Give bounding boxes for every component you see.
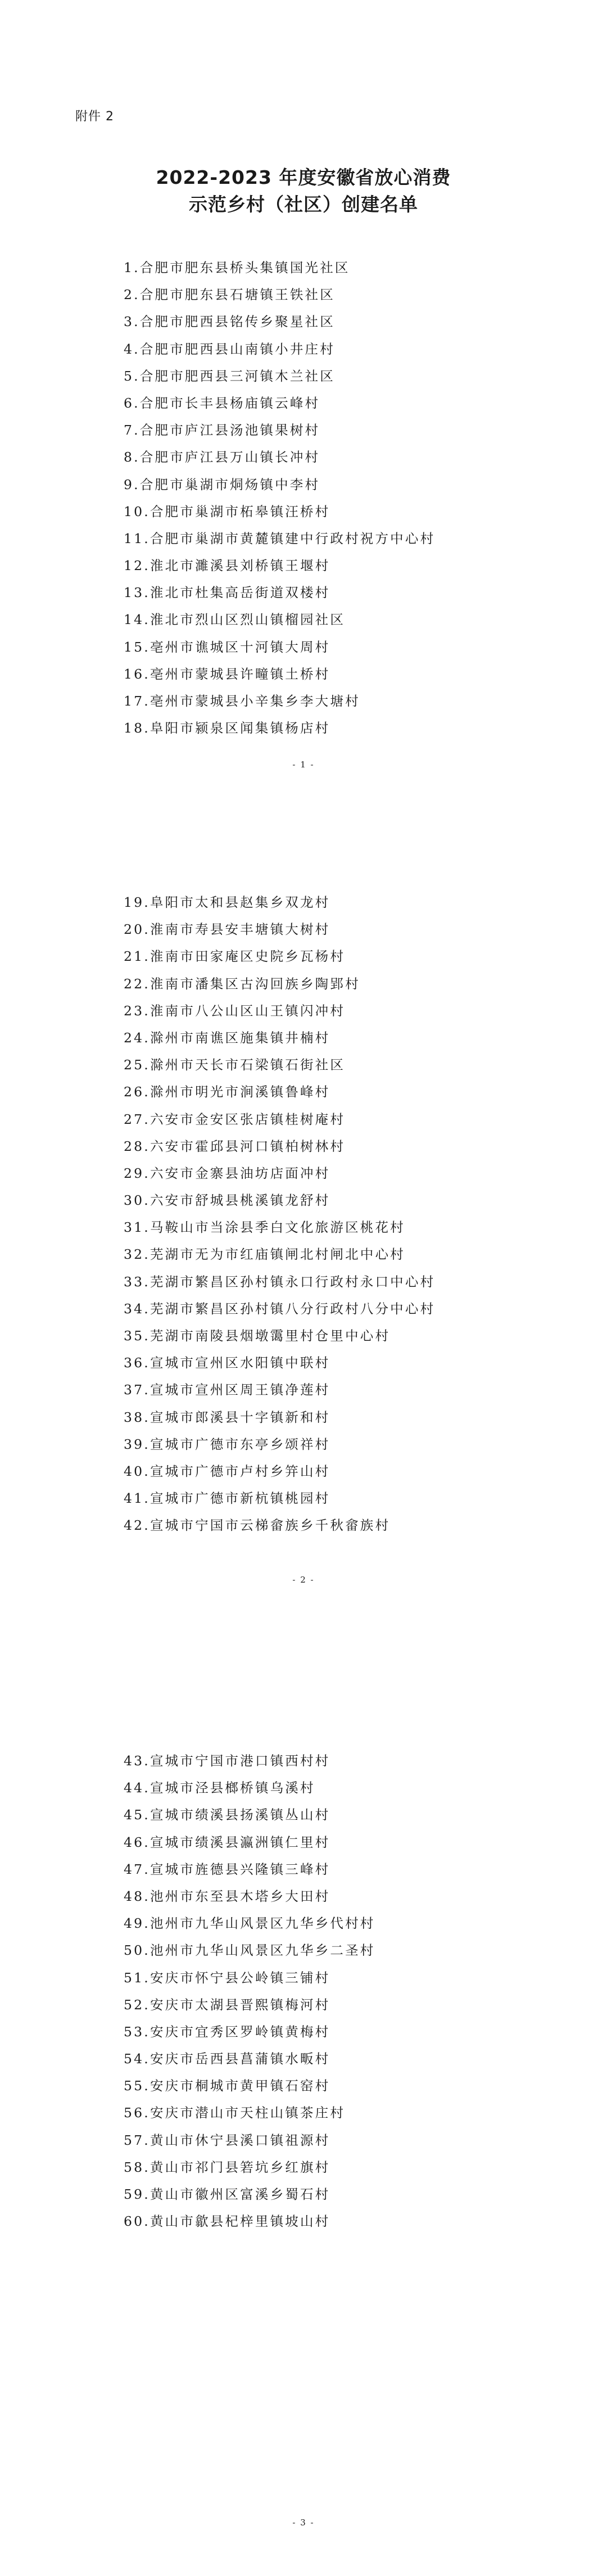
list-item: 19.阜阳市太和县赵集乡双龙村 bbox=[124, 894, 330, 910]
list-item: 4.合肥市肥西县山南镇小井庄村 bbox=[124, 341, 335, 357]
list-item: 36.宣城市宣州区水阳镇中联村 bbox=[124, 1355, 330, 1371]
list-item: 35.芜湖市南陵县烟墩霭里村仓里中心村 bbox=[124, 1328, 391, 1344]
list-item: 20.淮南市寿县安丰塘镇大树村 bbox=[124, 921, 330, 938]
list-item: 57.黄山市休宁县溪口镇祖源村 bbox=[124, 2132, 330, 2148]
list-item: 26.滁州市明光市涧溪镇鲁峰村 bbox=[124, 1084, 330, 1100]
list-item: 14.淮北市烈山区烈山镇榴园社区 bbox=[124, 612, 346, 628]
list-item: 15.亳州市谯城区十河镇大周村 bbox=[124, 639, 330, 655]
list-item: 44.宣城市泾县榔桥镇乌溪村 bbox=[124, 1780, 315, 1796]
list-item: 21.淮南市田家庵区史院乡瓦杨村 bbox=[124, 948, 346, 965]
list-item: 1.合肥市肥东县桥头集镇国光社区 bbox=[124, 260, 350, 275]
list-item: 11.合肥市巢湖市黄麓镇建中行政村祝方中心村 bbox=[124, 530, 436, 546]
list-item: 48.池州市东至县木塔乡大田村 bbox=[124, 1888, 330, 1904]
list-item: 42.宣城市宁国市云梯畲族乡千秋畲族村 bbox=[124, 1517, 391, 1534]
list-item: 38.宣城市郎溪县十字镇新和村 bbox=[124, 1409, 330, 1425]
village-list-page-2 bbox=[124, 889, 435, 1539]
list-item: 59.黄山市徽州区富溪乡蜀石村 bbox=[124, 2186, 330, 2202]
list-item: 23.淮南市八公山区山王镇闪冲村 bbox=[124, 1002, 346, 1019]
list-item: 46.宣城市绩溪县瀛洲镇仁里村 bbox=[124, 1834, 330, 1850]
list-item: 17.亳州市蒙城县小辛集乡李大塘村 bbox=[124, 693, 360, 709]
list-item: 51.安庆市怀宁县公岭镇三铺村 bbox=[124, 1969, 330, 1986]
list-item: 16.亳州市蒙城县许疃镇土桥村 bbox=[124, 666, 330, 682]
list-item: 5.合肥市肥西县三河镇木兰社区 bbox=[124, 368, 335, 384]
list-item: 50.池州市九华山风景区九华乡二圣村 bbox=[124, 1942, 375, 1959]
list-item: 33.芜湖市繁昌区孙村镇永口行政村永口中心村 bbox=[124, 1273, 436, 1290]
list-item: 39.宣城市广德市东亭乡颂祥村 bbox=[124, 1436, 330, 1452]
list-item: 13.淮北市杜集高岳街道双楼村 bbox=[124, 585, 330, 601]
list-item: 53.安庆市宜秀区罗岭镇黄梅村 bbox=[124, 2023, 330, 2040]
list-item: 12.淮北市濉溪县刘桥镇王堰村 bbox=[124, 558, 330, 574]
page-number: - 2 - bbox=[292, 1575, 315, 1585]
page-number: - 3 - bbox=[292, 2518, 315, 2528]
list-item: 18.阜阳市颍泉区闻集镇杨店村 bbox=[124, 720, 330, 736]
list-item: 8.合肥市庐江县万山镇长冲村 bbox=[124, 449, 320, 466]
list-item: 47.宣城市旌德县兴隆镇三峰村 bbox=[124, 1861, 330, 1877]
list-item: 49.池州市九华山风景区九华乡代村村 bbox=[124, 1915, 375, 1932]
list-item: 60.黄山市歙县杞梓里镇坡山村 bbox=[124, 2213, 330, 2230]
list-item: 45.宣城市绩溪县扬溪镇丛山村 bbox=[124, 1807, 330, 1823]
list-item: 9.合肥市巢湖市烔炀镇中李村 bbox=[124, 476, 320, 492]
village-list-page-1 bbox=[124, 254, 435, 742]
list-item: 32.芜湖市无为市红庙镇闸北村闸北中心村 bbox=[124, 1246, 405, 1263]
list-item: 6.合肥市长丰县杨庙镇云峰村 bbox=[124, 395, 320, 411]
document-title-line-2: 示范乡村（社区）创建名单 bbox=[189, 193, 418, 215]
list-item: 25.滁州市天长市石梁镇石街社区 bbox=[124, 1057, 346, 1073]
list-item: 24.滁州市南谯区施集镇井楠村 bbox=[124, 1029, 330, 1046]
list-item: 58.黄山市祁门县箬坑乡红旗村 bbox=[124, 2159, 330, 2175]
village-list-page-3 bbox=[124, 1747, 375, 2235]
list-item: 22.淮南市潘集区古沟回族乡陶郢村 bbox=[124, 975, 360, 992]
list-item: 30.六安市舒城县桃溪镇龙舒村 bbox=[124, 1192, 330, 1209]
list-item: 52.安庆市太湖县晋熙镇梅河村 bbox=[124, 1996, 330, 2013]
document-page-1 bbox=[0, 0, 607, 858]
list-item: 37.宣城市宣州区周王镇净莲村 bbox=[124, 1382, 330, 1398]
document-page-3 bbox=[0, 1717, 607, 2575]
list-item: 10.合肥市巢湖市柘皋镇汪桥村 bbox=[124, 503, 330, 519]
document-page-2 bbox=[0, 858, 607, 1717]
list-item: 28.六安市霍邱县河口镇柏树林村 bbox=[124, 1138, 346, 1154]
list-item: 31.马鞍山市当涂县季白文化旅游区桃花村 bbox=[124, 1219, 405, 1236]
document-title-line-1: 2022-2023 年度安徽省放心消费 bbox=[156, 166, 451, 188]
list-item: 56.安庆市潜山市天柱山镇茶庄村 bbox=[124, 2105, 346, 2121]
list-item: 29.六安市金寨县油坊店面冲村 bbox=[124, 1165, 330, 1181]
attachment-label: 附件 2 bbox=[75, 110, 114, 124]
page-number: - 1 - bbox=[292, 760, 315, 770]
list-item: 41.宣城市广德市新杭镇桃园村 bbox=[124, 1490, 330, 1507]
list-item: 27.六安市金安区张店镇桂树庵村 bbox=[124, 1111, 346, 1127]
list-item: 3.合肥市肥西县铭传乡聚星社区 bbox=[124, 314, 335, 330]
list-item: 34.芜湖市繁昌区孙村镇八分行政村八分中心村 bbox=[124, 1300, 436, 1317]
list-item: 7.合肥市庐江县汤池镇果树村 bbox=[124, 422, 320, 439]
list-item: 2.合肥市肥东县石塘镇王铁社区 bbox=[124, 287, 335, 303]
list-item: 40.宣城市广德市卢村乡笄山村 bbox=[124, 1463, 330, 1479]
list-item: 55.安庆市桐城市黄甲镇石窑村 bbox=[124, 2078, 330, 2094]
list-item: 43.宣城市宁国市港口镇西村村 bbox=[124, 1753, 330, 1769]
list-item: 54.安庆市岳西县菖蒲镇水畈村 bbox=[124, 2051, 330, 2067]
